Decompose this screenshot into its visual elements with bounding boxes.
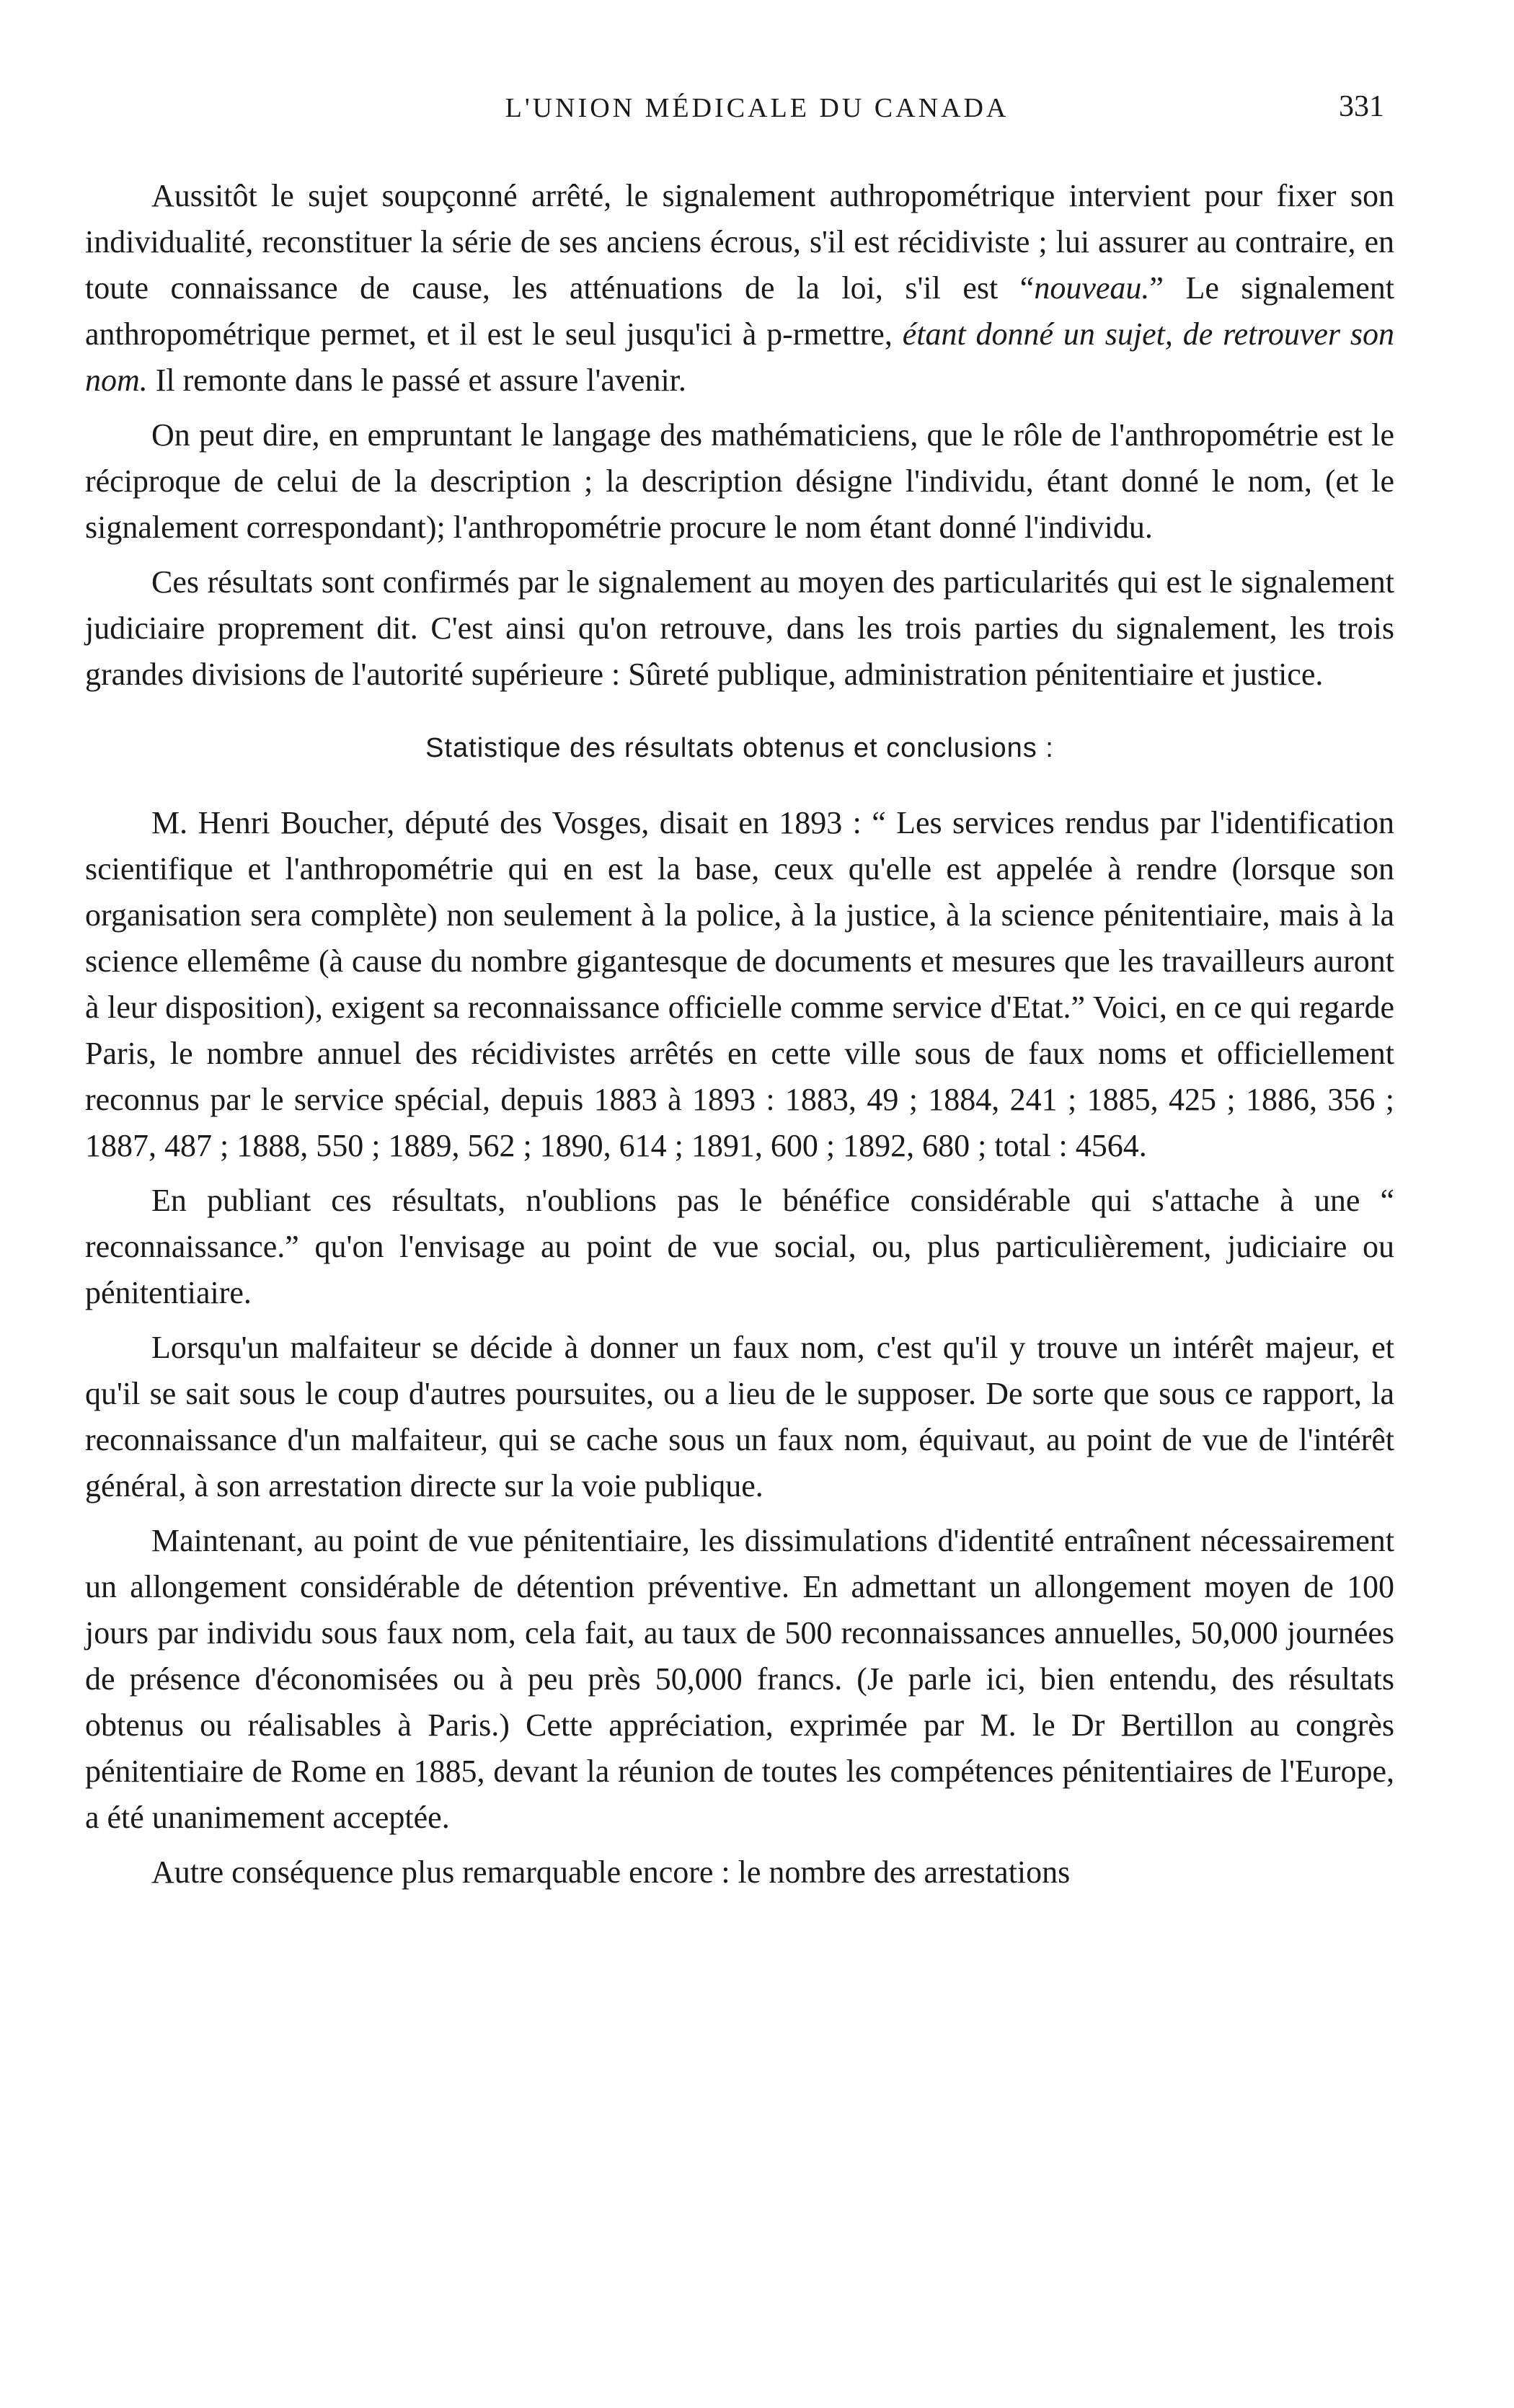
paragraph-1 — [85, 173, 1394, 404]
paragraph-1-italic: étant donné un sujet, de retrouver son nom. — [85, 316, 1394, 398]
paragraph-6: Lorsqu'un malfaiteur se décide à donner un faux nom, c'est qu'il y trouve un intérêt majeur, et qu'il se sait sous le coup d'autres poursuites, ou a lieu de le supposer. De sorte que sous ce rapport, la reconnaissance d'un malfaiteur, qui se cache sous un faux nom, équivaut, au point de vue de l'intérêt général, à son arrestation directe sur la voie publique. — [85, 1330, 1394, 1503]
running-head: L'UNION MÉDICALE DU CANADA — [505, 93, 1009, 123]
paragraph-5: En publiant ces résultats, n'oublions pas le bénéfice considérable qui s'attache à une “ reconnaissance.” qu'on l'envisage au point de vue social, ou, plus particulièrement, judiciaire ou pénitentiaire. — [85, 1183, 1394, 1310]
paragraph-1-text-a: Aussitôt le sujet soupçonné arrêté, le signalement authropométrique intervient pour fixer son individualité, reconstituer la série de ses anciens écrous, s'il est récidiviste ; lui assurer au contraire, en toute connaissance de cause, les atténuations de la loi, s'il est “ — [85, 178, 1394, 306]
paragraph-1-text-c: Il remonte dans le passé et assure l'avenir. — [147, 363, 686, 398]
section-heading: Statistique des résultats obtenus et conclusions : — [425, 733, 1054, 763]
paragraph-8: Autre conséquence plus remarquable encore : le nombre des arrestations — [151, 1854, 1071, 1890]
paragraph-7: Maintenant, au point de vue pénitentiaire, les dissimulations d'identité entraînent nécessairement un allongement considérable de détention préventive. En admettant un allongement moyen de 100 jours par individu sous faux nom, cela fait, au taux de 500 reconnaissances annuelles, 50,000 journées de présence d'économisées ou à peu près 50,000 francs. (Je parle ici, bien entendu, des résultats obtenus ou réalisables à Paris.) Cette appréciation, exprimée par M. le Dr Bertillon au congrès pénitentiaire de Rome en 1885, devant la réunion de toutes les compétences pénitentiaires de l'Europe, a été unanimement acceptée. — [85, 1523, 1394, 1835]
paragraph-1-text-b: ” Le signalement anthropométrique permet, et il est le seul jusqu'ici à p-rmettre, — [85, 270, 1395, 352]
paragraph-3: Ces résultats sont confirmés par le signalement au moyen des particularités qui est le signalement judiciaire proprement dit. C'est ainsi qu'on retrouve, dans les trois parties du signalement, les trois grandes divisions de l'autorité supérieure : Sûreté publique, administration pénitentiaire et justice. — [85, 564, 1394, 692]
page-number: 331 — [1339, 90, 1384, 123]
body-text — [85, 173, 1394, 1904]
paragraph-4: M. Henri Boucher, député des Vosges, disait en 1893 : “ Les services rendus par l'identification scientifique et l'anthropométrie qui en est la base, ceux qu'elle est appelée à rendre (lorsque son organisation sera complète) non seulement à la police, à la justice, à la science pénitentiaire, mais à la science ellemême (à cause du nombre gigantesque de documents et mesures que les travailleurs auront à leur disposition), exigent sa reconnaissance officielle comme service d'Etat.” Voici, en ce qui regarde Paris, le nombre annuel des récidivistes arrêtés en cette ville sous de faux noms et officiellement reconnus par le service spécial, depuis 1883 à 1893 : 1883, 49 ; 1884, 241 ; 1885, 425 ; 1886, 356 ; 1887, 487 ; 1888, 550 ; 1889, 562 ; 1890, 614 ; 1891, 600 ; 1892, 680 ; total : 4564. — [85, 805, 1394, 1163]
paragraph-1-nouveau: nouveau. — [1034, 270, 1150, 306]
paragraph-2: On peut dire, en empruntant le langage des mathématiciens, que le rôle de l'anthropométrie est le réciproque de celui de la description ; la description désigne l'individu, étant donné le nom, (et le signalement correspondant); l'anthropométrie procure le nom étant donné l'individu. — [85, 417, 1394, 545]
